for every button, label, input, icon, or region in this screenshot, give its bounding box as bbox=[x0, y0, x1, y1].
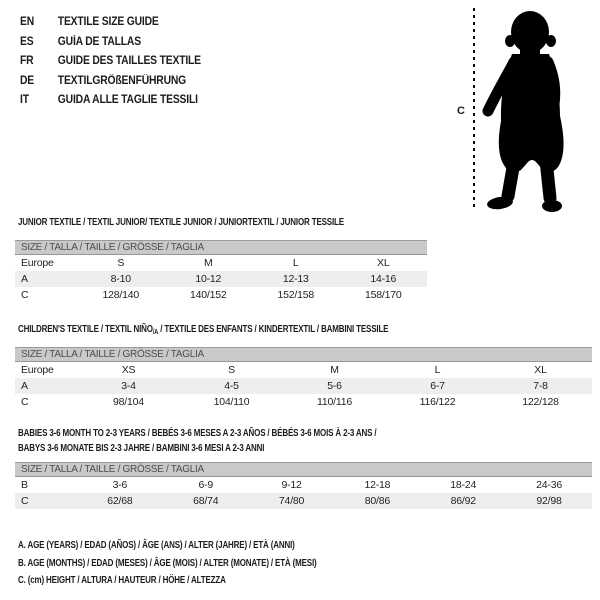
language-code: ES bbox=[20, 35, 34, 48]
table-row bbox=[15, 287, 427, 303]
size-cell: L bbox=[292, 257, 299, 269]
size-cell: 104/110 bbox=[213, 396, 250, 408]
table-row bbox=[15, 362, 592, 378]
language-row-en bbox=[20, 13, 201, 33]
size-cell: 158/170 bbox=[364, 289, 402, 301]
size-cell: M bbox=[330, 364, 339, 376]
children-table-rows bbox=[15, 362, 592, 410]
section-heading-babies bbox=[18, 426, 466, 456]
size-cell: 7-8 bbox=[533, 380, 548, 392]
size-cell: 80/86 bbox=[364, 495, 391, 507]
size-cell: XS bbox=[121, 364, 136, 376]
heading-line-2: BABYS 3-6 MONATE BIS 2-3 JAHRE / BAMBINI 3-6 MESI A 2-3 ANNI bbox=[18, 443, 265, 454]
size-cell: 12-13 bbox=[282, 273, 309, 285]
row-label: C bbox=[21, 396, 29, 408]
size-cell: 74/80 bbox=[278, 495, 305, 507]
heading-text: / TEXTILE DES ENFANTS / KINDERTEXTIL / BAMBINI TESSILE bbox=[158, 324, 389, 335]
heading-text: CHILDREN'S TEXTILE / TEXTIL NIÑO bbox=[18, 324, 153, 335]
size-cell: 140/152 bbox=[189, 289, 227, 301]
size-cell: 116/122 bbox=[419, 396, 456, 408]
row-label: Europe bbox=[21, 364, 54, 376]
row-label: C bbox=[21, 289, 29, 301]
table-row bbox=[15, 378, 592, 394]
table-row bbox=[15, 493, 592, 509]
size-cell: 6-9 bbox=[198, 479, 214, 491]
language-row-es bbox=[20, 33, 201, 53]
table-row bbox=[15, 271, 427, 287]
size-cell: L bbox=[434, 364, 441, 376]
size-bar-label: SIZE / TALLA / TAILLE / GRÖSSE / TAGLIA bbox=[15, 462, 592, 477]
language-code: DE bbox=[20, 74, 35, 87]
footnote-a: A. AGE (YEARS) / EDAD (AÑOS) / ÂGE (ANS) / ALTER (JAHRE) / ETÀ (ANNI) bbox=[18, 540, 295, 551]
size-cell: S bbox=[228, 364, 235, 376]
language-title: GUÍA DE TALLAS bbox=[57, 35, 141, 48]
row-label: A bbox=[21, 380, 28, 392]
language-title: GUIDE DES TAILLES TEXTILE bbox=[57, 55, 201, 67]
size-bar-label: SIZE / TALLA / TAILLE / GRÖSSE / TAGLIA bbox=[15, 347, 592, 362]
size-cell: 9-12 bbox=[281, 479, 302, 491]
row-label: B bbox=[21, 479, 28, 491]
language-title: TEXTILGRÖßENFÜHRUNG bbox=[57, 74, 187, 87]
footnote-c: C. (cm) HEIGHT / ALTURA / HAUTEUR / HÖHE / ALTEZZA bbox=[18, 575, 226, 586]
footnotes bbox=[18, 537, 391, 590]
size-cell: 4-5 bbox=[224, 380, 239, 392]
section-heading-junior: JUNIOR TEXTILE / TEXTIL JUNIOR/ TEXTILE JUNIOR / JUNIORTEXTIL / JUNIOR TESSILE bbox=[18, 217, 344, 228]
table-row bbox=[15, 394, 592, 410]
size-cell: XL bbox=[534, 364, 547, 376]
language-title-list bbox=[20, 13, 221, 111]
size-cell: 128/140 bbox=[102, 289, 140, 301]
height-measure-label: C bbox=[457, 105, 465, 117]
size-cell: 62/68 bbox=[107, 495, 133, 507]
table-row bbox=[15, 255, 427, 271]
babies-table-rows bbox=[15, 477, 592, 509]
size-cell: 110/116 bbox=[317, 396, 352, 408]
size-cell: XL bbox=[377, 257, 390, 269]
size-cell: 12-18 bbox=[364, 479, 391, 491]
language-code: IT bbox=[20, 94, 29, 106]
babies-size-table bbox=[15, 462, 592, 509]
size-cell: 6-7 bbox=[430, 380, 445, 392]
size-cell: 98/104 bbox=[113, 396, 144, 408]
baby-silhouette-icon bbox=[450, 4, 580, 216]
size-cell: 3-6 bbox=[112, 479, 128, 491]
size-cell: 24-36 bbox=[536, 479, 562, 491]
children-size-table bbox=[15, 347, 592, 410]
baby-figure bbox=[450, 4, 580, 216]
size-cell: 92/98 bbox=[536, 495, 562, 507]
row-label: A bbox=[21, 273, 28, 285]
size-cell: 5-6 bbox=[327, 380, 342, 392]
language-title: GUIDA ALLE TAGLIE TESSILI bbox=[57, 94, 198, 106]
language-title: TEXTILE SIZE GUIDE bbox=[57, 16, 159, 28]
heading-subscript: /A bbox=[152, 329, 159, 336]
language-code: FR bbox=[20, 55, 34, 67]
table-row bbox=[15, 477, 592, 493]
size-cell: S bbox=[117, 257, 125, 269]
size-cell: 152/158 bbox=[277, 289, 315, 301]
junior-size-table bbox=[15, 240, 427, 303]
size-cell: 86/92 bbox=[450, 495, 476, 507]
size-bar-label: SIZE / TALLA / TAILLE / GRÖSSE / TAGLIA bbox=[15, 240, 427, 255]
size-cell: 122/128 bbox=[522, 396, 559, 408]
row-label: C bbox=[21, 495, 29, 507]
language-row-de bbox=[20, 72, 201, 92]
size-cell: 10-12 bbox=[195, 273, 222, 285]
size-cell: 68/74 bbox=[193, 495, 219, 507]
footnote-b: B. AGE (MONTHS) / EDAD (MESES) / ÂGE (MOIS) / ALTER (MONATE) / ETÀ (MESI) bbox=[18, 557, 317, 569]
size-cell: 18-24 bbox=[450, 479, 477, 491]
size-cell: 14-16 bbox=[370, 273, 397, 285]
heading-line-1: BABIES 3-6 MONTH TO 2-3 YEARS / BEBÉS 3-6 MESES A 2-3 AÑOS / BÉBÉS 3-6 MOIS À 2-3 ANS / bbox=[18, 428, 377, 439]
size-cell: M bbox=[203, 257, 213, 269]
row-label: Europe bbox=[21, 257, 54, 269]
language-code: EN bbox=[20, 16, 35, 28]
junior-table-rows bbox=[15, 255, 427, 303]
language-row-fr bbox=[20, 52, 201, 72]
section-heading-children bbox=[18, 322, 388, 340]
size-cell: 3-4 bbox=[121, 380, 136, 392]
language-row-it bbox=[20, 91, 201, 111]
size-cell: 8-10 bbox=[110, 273, 131, 285]
